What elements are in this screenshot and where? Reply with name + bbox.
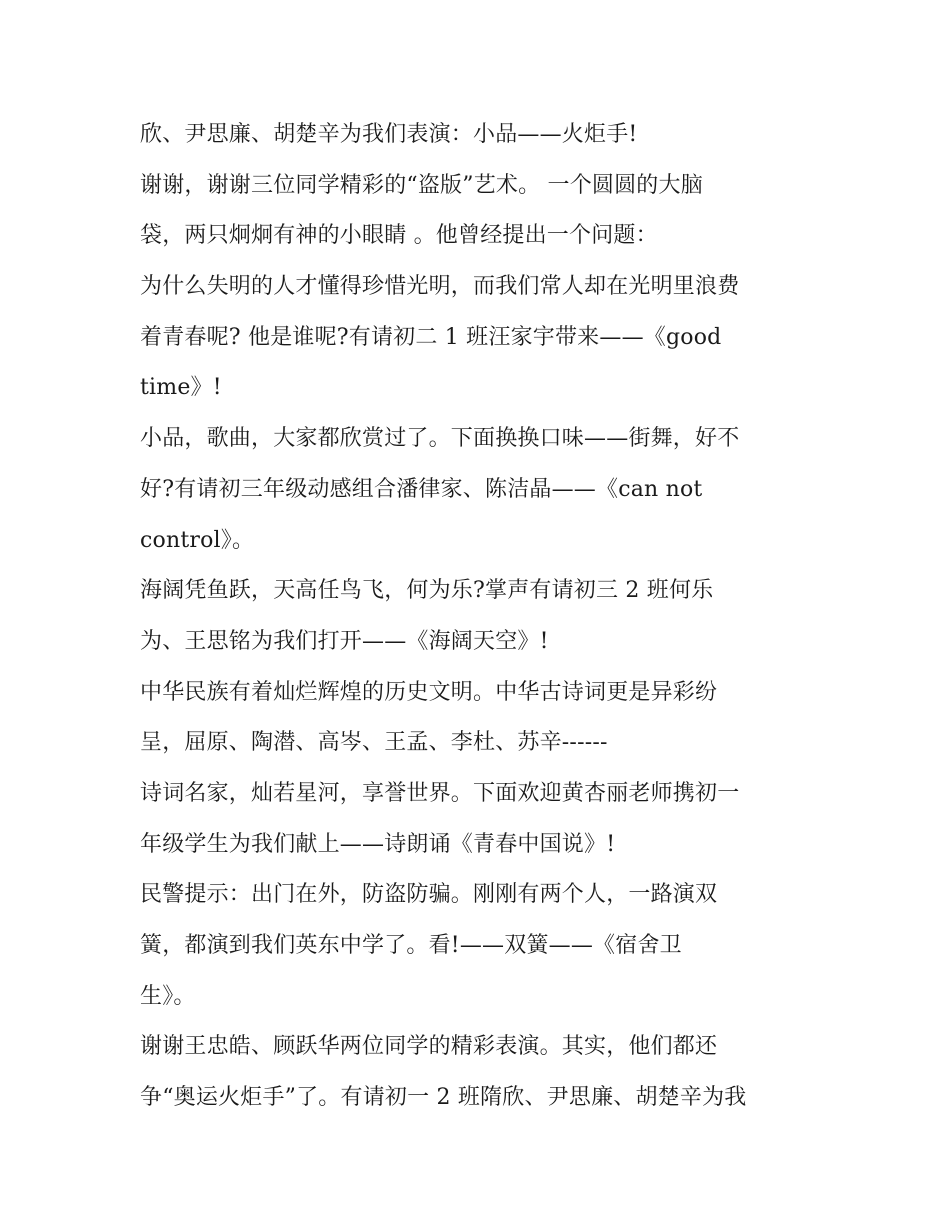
text-line: 小品，歌曲，大家都欣赏过了。下面换换口味——街舞，好不 — [140, 426, 740, 452]
text-line: 欣、尹思廉、胡楚辛为我们表演：小品——火炬手! — [140, 122, 638, 147]
text-line: 诗词名家，灿若星河，享誉世界。下面欢迎黄杏丽老师携初一 — [140, 780, 740, 806]
text-line: 谢谢，谢谢三位同学精彩的“盗版”艺术。 一个圆圆的大脑 — [140, 172, 703, 198]
text-line: 争“奥运火炬手”了。有请初一 2 班隋欣、尹思廉、胡楚辛为我 — [140, 1085, 747, 1111]
text-line: 海阔凭鱼跃，天高任鸟飞，何为乐?掌声有请初三 2 班何乐 — [140, 578, 714, 604]
text-line: 年级学生为我们献上——诗朗诵《青春中国说》! — [140, 831, 616, 857]
document-body — [140, 110, 830, 1124]
text-line: 为、王思铭为我们打开——《海阔天空》! — [140, 628, 549, 654]
text-line: 生》。 — [140, 983, 196, 1009]
text-line: time》! — [140, 375, 222, 401]
text-line: 呈，屈原、陶潜、高岑、王孟、李杜、苏辛------ — [140, 730, 608, 756]
text-line: 为什么失明的人才懂得珍惜光明，而我们常人却在光明里浪费 — [140, 274, 740, 300]
text-line: 民警提示：出门在外，防盗防骗。刚刚有两个人，一路演双 — [140, 882, 718, 908]
text-line: control》。 — [140, 527, 255, 553]
text-line: 簧，都演到我们英东中学了。看!——双簧——《宿舍卫 — [140, 933, 682, 958]
text-line: 中华民族有着灿烂辉煌的历史文明。中华古诗词更是异彩纷 — [140, 679, 718, 705]
text-line: 好?有请初三年级动感组合潘律家、陈洁晶——《can not — [140, 476, 703, 502]
text-line: 着青春呢? 他是谁呢?有请初二 1 班汪家宇带来——《good — [140, 324, 722, 350]
text-line: 谢谢王忠皓、顾跃华两位同学的精彩表演。其实，他们都还 — [140, 1034, 718, 1060]
text-line: 袋，两只炯炯有神的小眼睛 。他曾经提出一个问题： — [140, 223, 658, 249]
